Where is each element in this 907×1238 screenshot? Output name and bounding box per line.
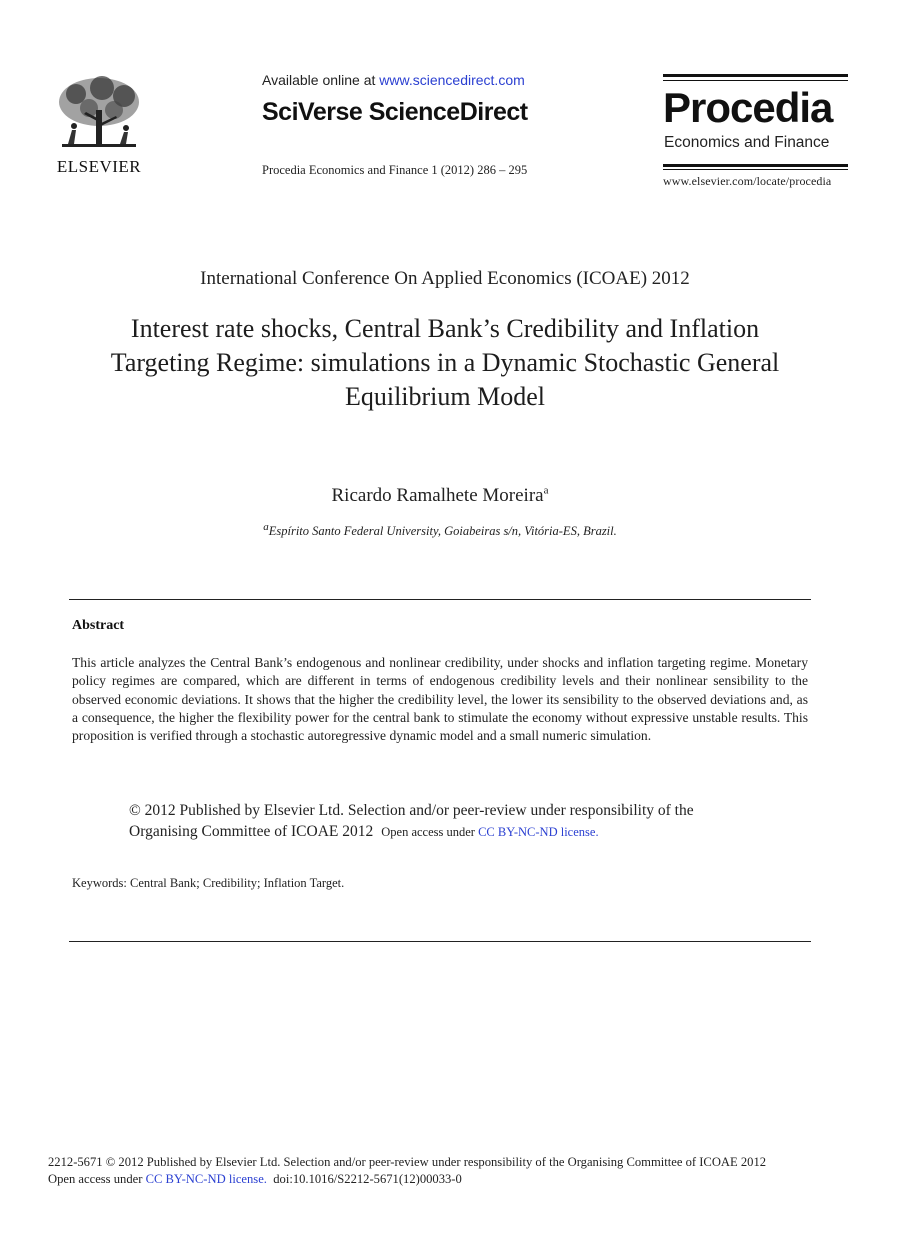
paper-title (60, 312, 830, 414)
page-footer (48, 1154, 766, 1188)
title-line: Equilibrium Model (344, 382, 546, 411)
footer-license-link[interactable]: CC BY-NC-ND license. (145, 1172, 267, 1186)
affiliation-superscript: a (263, 520, 269, 533)
footer-copyright: 2212-5671 © 2012 Published by Elsevier Ltd. Selection and/or peer-review under responsibility of the Organising Committee of ICOAE 2012 (48, 1155, 767, 1169)
footer-open-access-prefix: Open access under (48, 1172, 146, 1186)
elsevier-logo (50, 74, 148, 178)
author-superscript: a (543, 484, 549, 497)
license-link[interactable]: CC BY-NC-ND license. (478, 824, 599, 839)
open-access-note (381, 825, 598, 839)
elsevier-tree-icon (54, 74, 144, 154)
footer-doi: doi:10.1016/S2212-5671(12)00033-0 (273, 1172, 462, 1186)
masthead-rule-top (663, 74, 848, 77)
author (0, 485, 880, 507)
journal-url[interactable]: www.elsevier.com/locate/procedia (663, 174, 832, 188)
masthead-rule-bottom (663, 164, 848, 167)
affiliation (0, 520, 880, 539)
divider-top (69, 599, 811, 600)
available-online (262, 72, 525, 88)
footer-line-2 (48, 1171, 766, 1188)
copyright-notice (129, 801, 769, 842)
platform-title: SciVerse ScienceDirect (262, 98, 528, 126)
conference-name: International Conference On Applied Economics (ICOAE) 2012 (200, 268, 690, 289)
available-prefix: Available online at (262, 72, 380, 88)
open-access-prefix: Open access under (381, 824, 479, 839)
journal-subtitle: Economics and Finance (664, 134, 830, 151)
divider-bottom (69, 941, 811, 942)
sciencedirect-link[interactable]: www.sciencedirect.com (379, 72, 525, 88)
abstract-heading: Abstract (72, 618, 125, 633)
title-line: Interest rate shocks, Central Bank’s Credibility and Inflation (130, 314, 760, 343)
masthead-rule-top-thin (663, 80, 848, 81)
title-line: Targeting Regime: simulations in a Dynamic Stochastic General (110, 348, 780, 377)
journal-name: Procedia (663, 84, 833, 131)
copyright-line-2 (129, 822, 769, 843)
procedia-masthead (663, 74, 848, 194)
masthead-rule-bottom-thin (663, 169, 848, 170)
copyright-committee: Organising Committee of ICOAE 2012 (129, 822, 374, 840)
keywords: Keywords: Central Bank; Credibility; Inflation Target. (72, 876, 345, 890)
author-name: Ricardo Ramalhete Moreira (331, 485, 544, 506)
affiliation-text: Espírito Santo Federal University, Goiabeiras s/n, Vitória-ES, Brazil. (268, 524, 617, 538)
elsevier-wordmark: ELSEVIER (56, 157, 142, 176)
journal-reference: Procedia Economics and Finance 1 (2012) 286 – 295 (262, 163, 528, 177)
abstract-text: This article analyzes the Central Bank’s endogenous and nonlinear credibility, under shocks and inflation targeting regime. Monetary policy regimes are compared, which are different in terms of endogenous credibility levels and their nonlinear sensibility to the observed economic deviations. It shows that the higher the credibility level, the lower its sensibility to the observed deviations and, as a consequence, the higher the flexibility power for the central bank to stimulate the economy without expressive unstable results. This proposition is verified through a stochastic autoregressive dynamic model and a small numeric simulation. (72, 655, 808, 744)
copyright-line: © 2012 Published by Elsevier Ltd. Selection and/or peer-review under responsibility of the (129, 802, 694, 819)
